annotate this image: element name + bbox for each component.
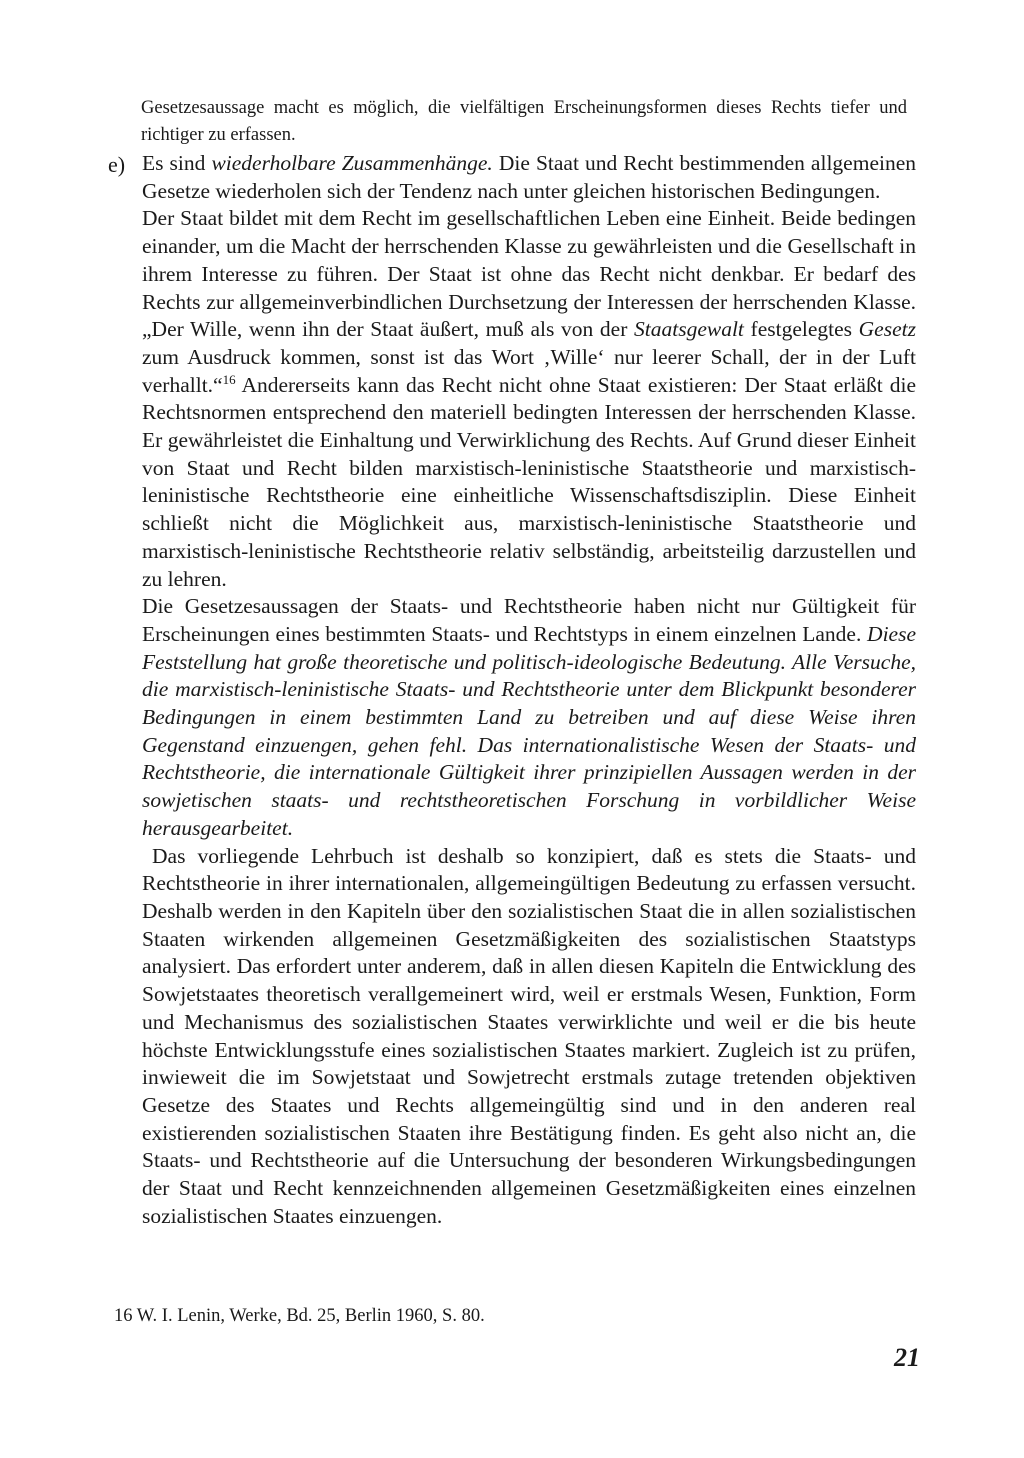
- p1-text-b: Die Staat und Recht bestimmenden allgemeinen Gesetze wiederholen sich der Tendenz nach unter gleichen historischen Bedingungen.: [142, 151, 916, 203]
- p1-text-a: Es sind: [142, 151, 212, 175]
- p2-text-b: festgelegtes: [743, 317, 859, 342]
- footnote-ref: 16: [222, 371, 236, 387]
- paragraph-4: Das vorliegende Lehrbuch ist deshalb so konzipiert, daß es stets die Staats- und Rechtstheorie in ihrer internationalen, allgemeingültigen Bedeutung zu erfassen versucht. Deshalb werden in den Kapiteln über den sozialistischen Staat die in allen sozialistischen Staaten wirkenden allgemeinen Gesetzmäßigkeiten des sozialistischen Staatstyps analysiert. Das erfordert unter anderem, daß in allen diesen Kapiteln die Entwicklung des Sowjetstaates theoretisch verallgemeinert wird, weil er erstmals Wesen, Funktion, Form und Mechanismus des sozialistischen Staates verwirklichte und weil er die bis heute höchste Entwicklungsstufe eines sozialistischen Staates markiert. Zugleich ist zu prüfen, inwieweit die im Sowjetstaat und Sowjetrecht erstmals zutage tretenden objektiven Gesetze des Staates und Rechts allgemeingültig sind und in den anderen real existierenden sozialistischen Staaten ihre Bestätigung finden. Es geht also nicht an, die Staats- und Rechtstheorie auf die Untersuchung der besonderen Wirkungsbedingungen der Staat und Recht kennzeichnenden allgemeinen Gesetzmäßigkeiten eines einzelnen sozialistischen Staates einzuengen.: [142, 843, 916, 1228]
- intro-paragraph: Gesetzesaussage macht es möglich, die vielfältigen Erscheinungsformen dieses Rechts tiefer und richtiger zu erfassen.: [141, 97, 907, 145]
- item-marker: e): [108, 152, 126, 177]
- p2-emphasis-1: Staatsgewalt: [634, 317, 744, 342]
- p2-text-d: Andererseits kann das Recht nicht ohne Staat existieren: Der Staat erläßt die Rechtsnormen entsprechend den materiell bedingten Interessen der herrschenden Klasse. Er gewährleistet die Einhaltung und Verwirklichung des Rechts. Auf Grund dieser Einheit von Staat und Recht bilden marxistisch-leninistische Staatstheorie und marxistisch-leninistische Rechtstheorie eine einheitliche Wissenschaftsdisziplin. Diese Einheit schließt nicht die Möglichkeit aus, marxistisch-leninistische Staatstheorie und marxistisch-leninistische Rechtstheorie relativ selbständig, arbeitsteilig darzustellen und zu lehren.: [142, 372, 916, 591]
- page-number: 21: [894, 1343, 920, 1372]
- paragraph-3: [142, 593, 916, 842]
- p2-emphasis-2: Gesetz: [858, 317, 916, 342]
- p3-emphasis: Diese Feststellung hat große theoretische und politisch-ideologische Bedeutung. Alle Versuche, die marxistisch-leninistische Staats- und Rechtstheorie unter dem Blickpunkt besonderer Bedingungen in einem bestimmten Land zu betreiben und auf diese Weise ihren Gegenstand einzuengen, gehen fehl. Das internationalistische Wesen der Staats- und Rechtstheorie, die internationale Gültigkeit ihrer prinzipiellen Aussagen werden in der sowjetischen staats- und rechtstheoretischen Forschung in vorbildlicher Weise herausgearbeitet.: [142, 621, 916, 840]
- p2-text-c: zum Ausdruck kommen, sonst ist das Wort ‚Wille‘ nur leerer Schall, der in der Luft verhallt.“: [142, 344, 916, 397]
- item-body: [142, 150, 916, 1230]
- p2-text-a: Der Staat bildet mit dem Recht im gesellschaftlichen Leben eine Einheit. Beide bedingen einander, um die Macht der herrschenden Klasse zu gewährleisten und die Gesellschaft in ihrem Interesse zu führen. Der Staat ist ohne das Recht nicht denkbar. Er bedarf des Rechts zur allgemeinverbindlichen Durchsetzung der Interessen der herrschenden Klasse. „Der Wille, wenn ihn der Staat äußert, muß als von der: [142, 206, 916, 342]
- p1-emphasis: wiederholbare Zusammenhänge.: [211, 151, 493, 175]
- footnote: 16 W. I. Lenin, Werke, Bd. 25, Berlin 1960, S. 80.: [114, 1306, 485, 1326]
- paragraph-1: [142, 150, 916, 205]
- paragraph-2: [142, 205, 916, 593]
- p3-text-a: Die Gesetzesaussagen der Staats- und Rechtstheorie haben nicht nur Gültigkeit für Erscheinungen eines bestimmten Staats- und Rechtstyps in einem einzelnen Lande.: [142, 594, 916, 646]
